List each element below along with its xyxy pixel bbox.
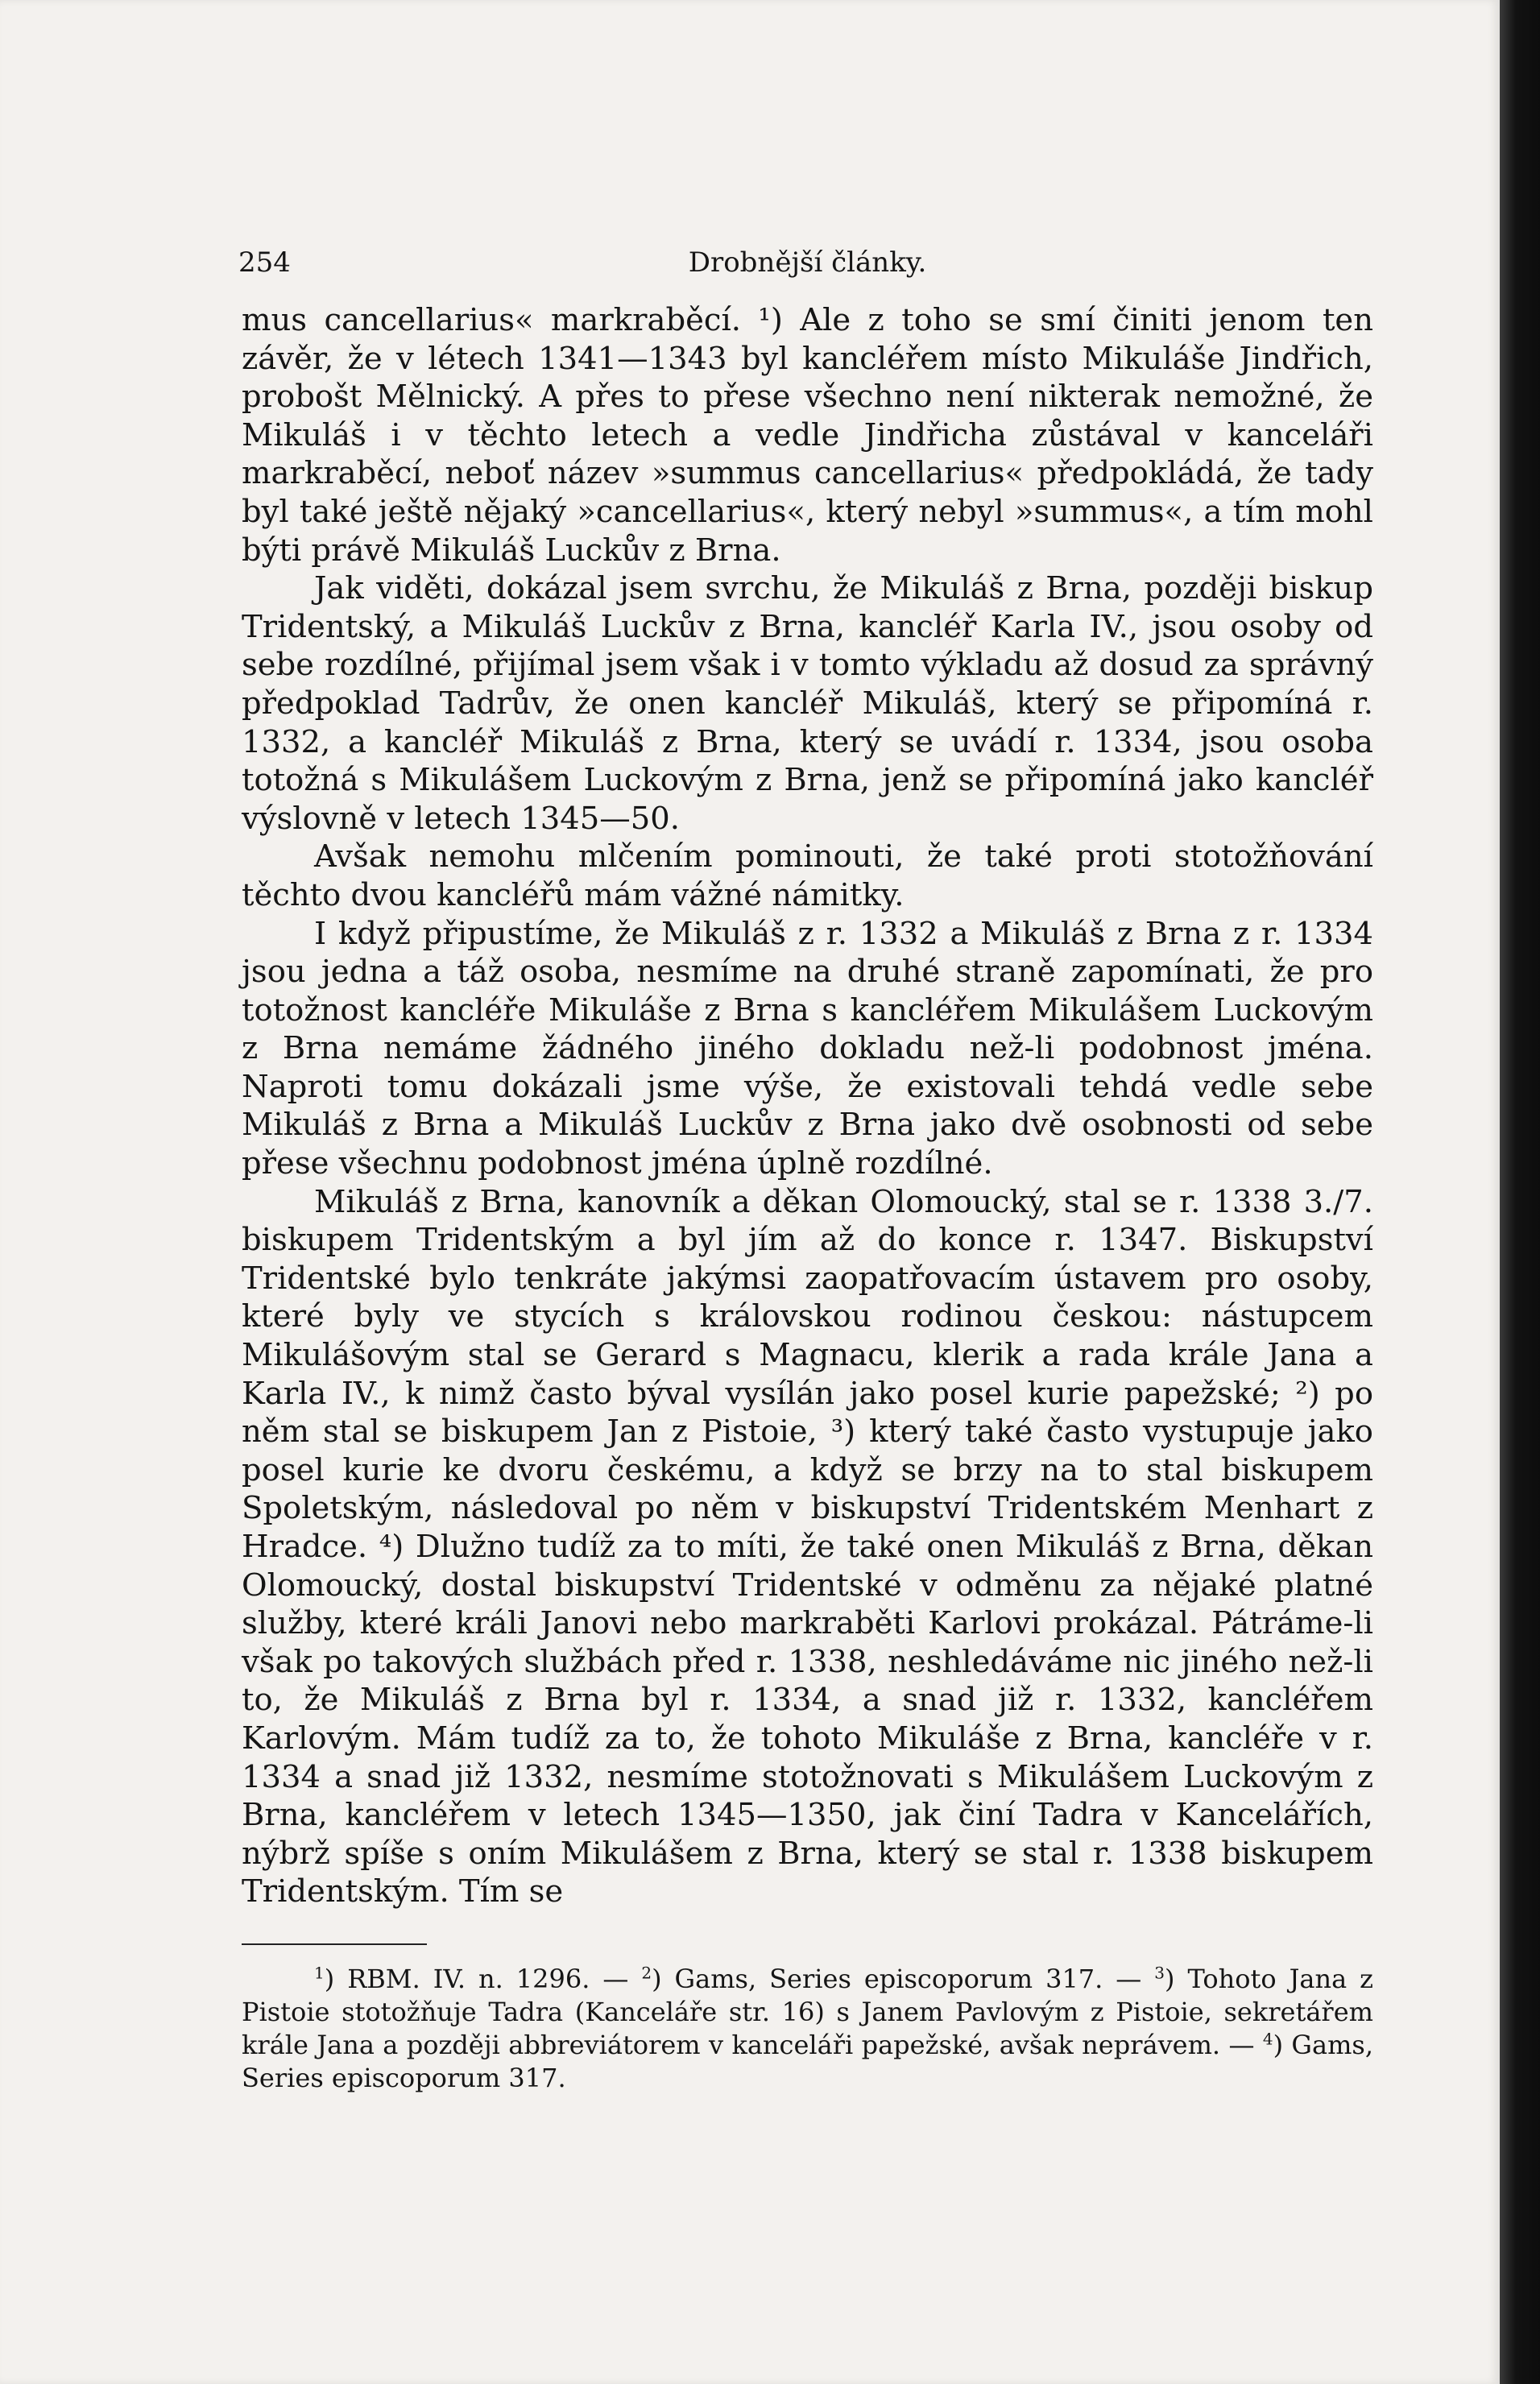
- footnote-divider: [242, 1943, 427, 1945]
- footnotes: [242, 1963, 1373, 2095]
- paragraph-objection: Avšak nemohu mlčením pominouti, že také proti stotožňování těchto dvou kancléřů mám vážné námitky.: [242, 838, 1373, 913]
- running-head: [238, 234, 1373, 282]
- paragraph-identity-argument: Jak viděti, dokázal jsem svrchu, že Mikuláš z Brna, později biskup Tridentský, a Mikuláš Luckův z Brna, kancléř Karla IV., jsou osoby od sebe rozdílné, přijímal jsem však i v tomto výkladu až dosud za správný předpoklad Tadrův, že onen kancléř Mikuláš, který se připomíná r. 1332, a kancléř Mikuláš z Brna, který se uvádí r. 1334, jsou osoba totožná s Mikulášem Luckovým z Brna, jenž se připomíná jako kancléř výslovně v letech 1345—50.: [242, 570, 1373, 837]
- body-text: [242, 301, 1373, 1911]
- page-content: [238, 234, 1374, 2095]
- footnote-marker: 4: [1262, 2029, 1273, 2049]
- footnote-marker: 2: [641, 1963, 652, 1983]
- footnote-marker: 1: [314, 1963, 325, 1983]
- scan-edge-shadow: [1500, 0, 1540, 2384]
- footnote-text: ) Tohoto Jana z Pistoie stotožňuje Tadra (Kanceláře str. 16) s Janem Pavlovým z Pistoie, sekretářem krále Jana a později abbreviátorem v kanceláři papežské, avšak neprávem. —: [242, 1963, 1374, 2060]
- footnote-text: ) RBM. IV. n. 1296. —: [324, 1963, 642, 1994]
- footnote-text: ) Gams, Series episcoporum 317. —: [652, 1963, 1155, 1994]
- paragraph-name-similarity: I když připustíme, že Mikuláš z r. 1332 a Mikuláš z Brna z r. 1334 jsou jedna a táž osoba, nesmíme na druhé straně zapomínati, že pro totožnost kancléře Mikuláše z Brna s kancléřem Mikulášem Luckovým z Brna nemáme žádného jiného dokladu než-li podobnost jména. Naproti tomu dokázali jsme výše, že existovali tehdá vedle sebe Mikuláš z Brna a Mikuláš Luckův z Brna jako dvě osobnosti od sebe přese všechnu podobnost jména úplně rozdílné.: [242, 915, 1373, 1182]
- paragraph-trident-bishopric: Mikuláš z Brna, kanovník a děkan Olomoucký, stal se r. 1338 3./7. biskupem Tridentským a byl jím až do konce r. 1347. Biskupství Tridentské bylo tenkráte jakýmsi zaopatřovacím ústavem pro osoby, které byly ve stycích s královskou rodinou českou: nástupcem Mikulášovým stal se Gerard s Magnacu, klerik a rada krále Jana a Karla IV., k nimž často býval vysílán jako posel kurie papežské; ²) po něm stal se biskupem Jan z Pistoie, ³) který také často vystupuje jako posel kurie ke dvoru českému, a když se brzy na to stal biskupem Spoletským, následoval po něm v biskupství Tridentském Menhart z Hradce. ⁴) Dlužno tudíž za to míti, že také onen Mikuláš z Brna, děkan Olomoucký, dostal biskupství Tridentské v odměnu za nějaké platné služby, které králi Janovi nebo markraběti Karlovi prokázal. Pátráme-li však po takových službách před r. 1338, neshledáváme nic jiného než-li to, že Mikuláš z Brna byl r. 1334, a snad již r. 1332, kancléřem Karlovým. Mám tudíž za to, že tohoto Mikuláše z Brna, kancléře v r. 1334 a snad již 1332, nesmíme stotožnovati s Mikulášem Luckovým z Brna, kancléřem v letech 1345—1350, jak činí Tadra v Kancelářích, nýbrž spíše s oním Mikulášem z Brna, který se stal r. 1338 biskupem Tridentským. Tím se: [242, 1183, 1373, 1910]
- footnote-text: ) Gams, Series episcoporum 317.: [242, 2029, 1374, 2093]
- page-number: 254: [238, 246, 291, 279]
- footnote-marker: 3: [1154, 1963, 1165, 1983]
- running-title: Drobnější články.: [688, 246, 927, 279]
- paragraph-continuation: mus cancellarius« markraběcí. ¹) Ale z toho se smí činiti jenom ten závěr, že v létech 1341—1343 byl kancléřem místo Mikuláše Jindřich, probošt Mělnický. A přes to přese všechno není nikterak nemožné, že Mikuláš i v těchto letech a vedle Jindřicha zůstával v kanceláři markraběcí, neboť název »summus cancellarius« předpokládá, že tady byl také ještě nějaký »cancellarius«, který nebyl »summus«, a tím mohl býti právě Mikuláš Luckův z Brna.: [242, 302, 1373, 569]
